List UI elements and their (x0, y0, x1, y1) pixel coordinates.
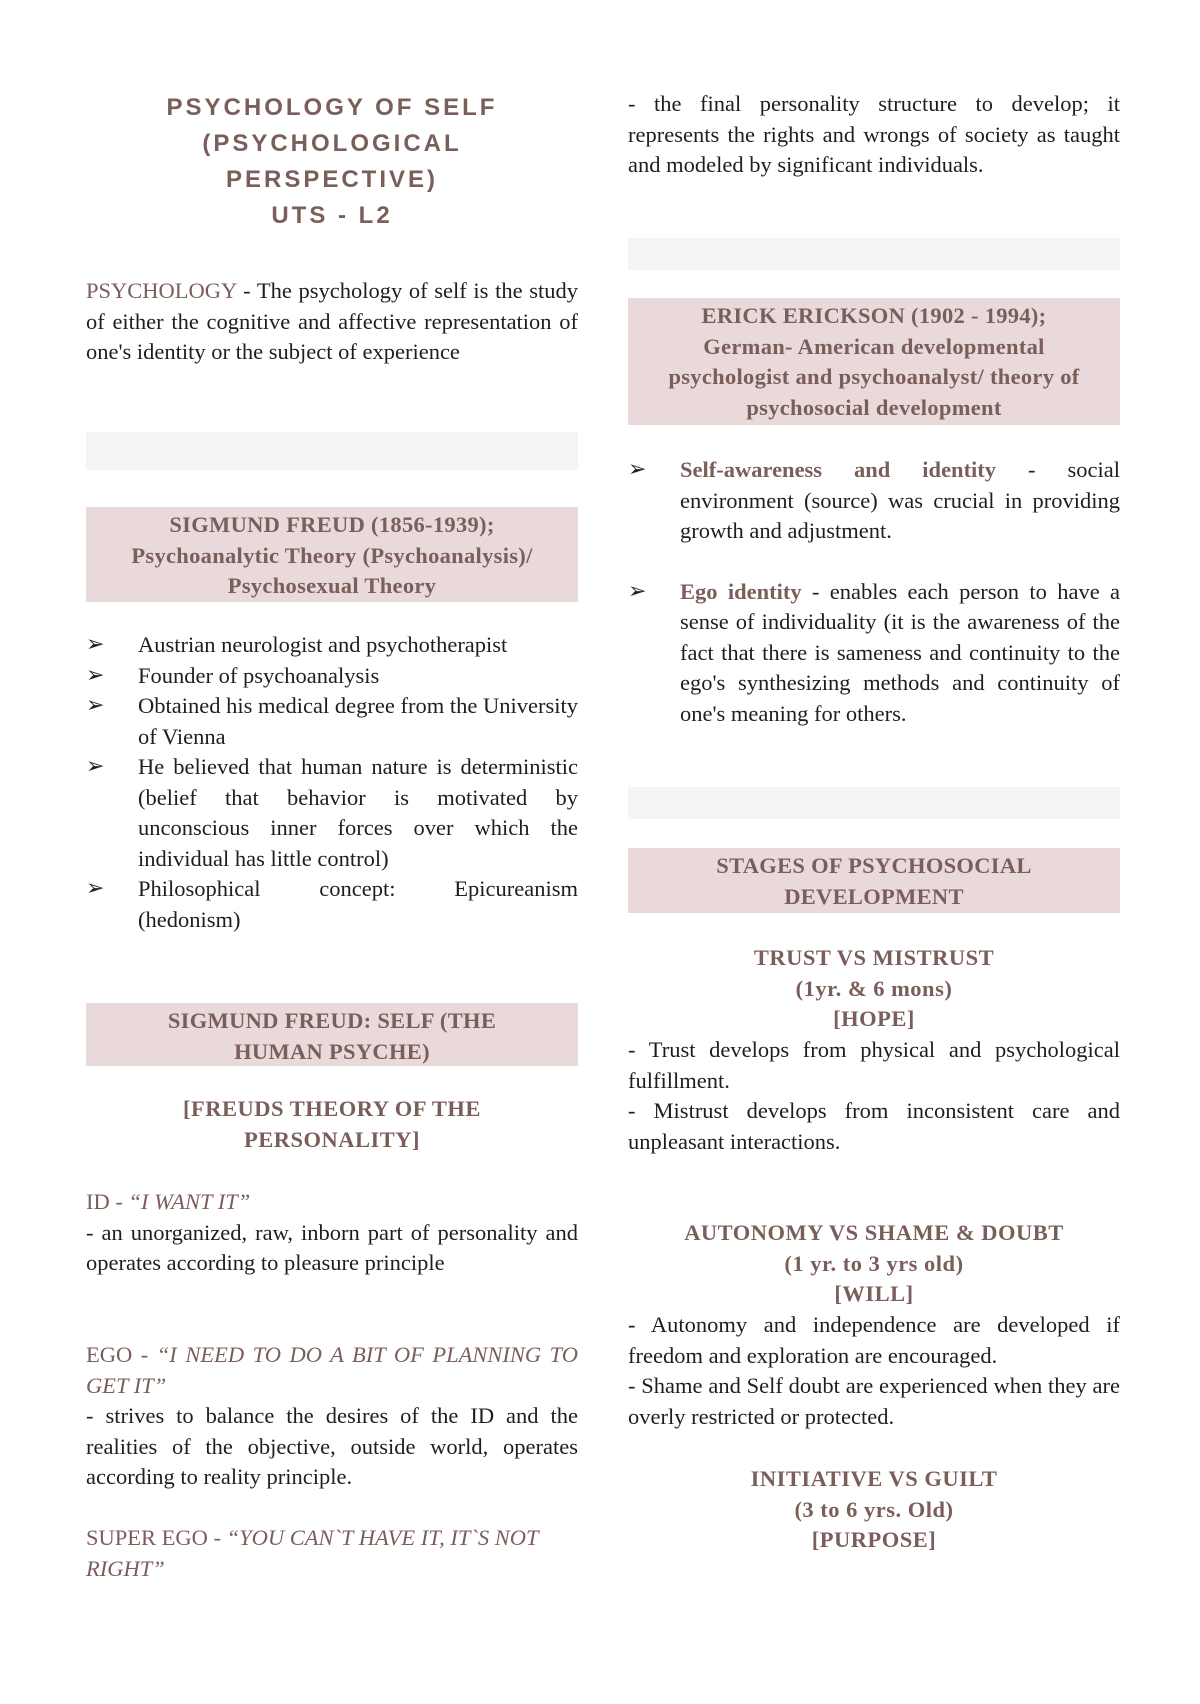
stage-age: (1yr. & 6 mons) (795, 975, 953, 1001)
id-section (86, 1187, 578, 1279)
freud-header-line: Psychoanalytic Theory (Psychoanalysis)/ (131, 542, 533, 568)
superego-text: - the final personality structure to develop; it represents the rights and wrongs of society as taught and modeled by significant individuals. (628, 91, 1120, 177)
list-item: ➢ Self-awareness and identity - social environment (source) was crucial in providing growth and adjustment. (628, 457, 1120, 543)
erikson-header-line: ERICK ERICKSON (1902 - 1994); (701, 303, 1047, 328)
superego-label: SUPER EGO - (86, 1525, 227, 1550)
freud-header-line: SIGMUND FREUD (1856-1939); (169, 512, 495, 537)
erikson-header-line: psychosocial development (746, 394, 1002, 420)
stage-heading (628, 943, 1120, 1035)
self-header (86, 1003, 578, 1066)
ego-heading (86, 1340, 578, 1401)
stage-name: INITIATIVE VS GUILT (750, 1466, 998, 1491)
list-item: ➢ Philosophical concept: Epicureanism (hedonism) (86, 876, 578, 932)
title-line: (PSYCHOLOGICAL (202, 130, 462, 157)
stage-name: TRUST VS MISTRUST (753, 945, 995, 970)
stage-virtue: [WILL] (834, 1281, 914, 1306)
erikson-header-line: psychologist and psychoanalyst/ theory of (668, 364, 1080, 389)
arrow-bullet-icon: ➢ (86, 754, 105, 779)
title-line: UTS - L2 (271, 202, 393, 229)
page-title (86, 90, 578, 234)
freud-bullet-list (86, 630, 578, 935)
stages-header-line: STAGES OF PSYCHOSOCIAL (716, 853, 1032, 878)
ego-label: EGO - (86, 1342, 157, 1367)
erikson-bullet-list (628, 455, 1120, 729)
stage-line: - Shame and Self doubt are experienced when they are overly restricted or protected. (628, 1373, 1120, 1429)
stage-age: (3 to 6 yrs. Old) (794, 1496, 954, 1522)
title-line: PERSPECTIVE) (225, 166, 439, 193)
psychology-definition (86, 276, 578, 368)
spacer-bar (628, 238, 1120, 270)
stages-header (628, 848, 1120, 913)
self-header-line: HUMAN PSYCHE) (234, 1038, 430, 1064)
title-line: PSYCHOLOGY OF SELF (166, 94, 498, 121)
arrow-bullet-icon: ➢ (628, 457, 647, 482)
superego-heading-block (86, 1523, 578, 1584)
stage-virtue: [HOPE] (833, 1006, 915, 1031)
ego-quote: “I NEED TO DO A BIT OF PLANNING TO GET IT” (86, 1342, 579, 1398)
superego-heading (86, 1523, 578, 1584)
stage-description (628, 1035, 1120, 1157)
personality-heading-line: [FREUDS THEORY OF THE (183, 1096, 481, 1121)
personality-heading-line: PERSONALITY] (243, 1126, 421, 1152)
freud-header-line: Psychosexual Theory (227, 573, 437, 598)
id-quote: “I WANT IT” (128, 1189, 251, 1214)
stage-line: - Trust develops from physical and psychological fulfillment. (628, 1037, 1120, 1093)
list-item: ➢ Obtained his medical degree from the University of Vienna (86, 693, 578, 749)
stages-header-line: DEVELOPMENT (784, 883, 964, 909)
personality-heading (86, 1094, 578, 1155)
stage-virtue: [PURPOSE] (811, 1527, 937, 1552)
id-text: - an unorganized, raw, inborn part of personality and operates according to pleasure principle (86, 1219, 578, 1275)
id-label: ID - (86, 1189, 129, 1214)
arrow-bullet-icon: ➢ (86, 632, 105, 657)
stage-heading (628, 1464, 1120, 1556)
psychology-text: - The psychology of self is the study of either the cognitive and affective representation of one's identity or the subject of experience (86, 278, 578, 364)
arrow-bullet-icon: ➢ (86, 876, 105, 901)
list-item: ➢ Ego identity - enables each person to have a sense of individuality (it is the awareness of the fact that there is sameness and continuity to the ego's synthesizing methods and continuity of one's meaning for others. (628, 578, 1120, 726)
list-item: ➢ He believed that human nature is deterministic (belief that behavior is motivated by unconscious inner forces over which the individual has little control) (86, 754, 578, 871)
arrow-bullet-icon: ➢ (86, 693, 105, 718)
list-item: ➢ Austrian neurologist and psychotherapist (86, 630, 578, 661)
spacer-bar (86, 432, 578, 470)
stage-heading (628, 1218, 1120, 1310)
stage-age: (1 yr. to 3 yrs old) (784, 1250, 964, 1276)
id-heading (86, 1187, 578, 1218)
freud-header (86, 507, 578, 602)
spacer-bar (628, 787, 1120, 819)
stage-line: - Mistrust develops from inconsistent care and unpleasant interactions. (628, 1098, 1120, 1154)
self-header-line: SIGMUND FREUD: SELF (THE (167, 1008, 497, 1033)
stage-name: AUTONOMY VS SHAME & DOUBT (684, 1220, 1064, 1245)
ego-section (86, 1340, 578, 1493)
erikson-header (628, 298, 1120, 425)
list-item: ➢ Founder of psychoanalysis (86, 661, 578, 692)
ego-text: - strives to balance the desires of the ID and the realities of the objective, outside world, operates according to reality principle. (86, 1403, 578, 1489)
arrow-bullet-icon: ➢ (86, 662, 105, 688)
psychology-label: PSYCHOLOGY (86, 278, 237, 303)
erikson-header-line: German- American developmental (703, 333, 1045, 359)
arrow-bullet-icon: ➢ (628, 578, 647, 604)
stage-description (628, 1310, 1120, 1432)
superego-quote: “YOU CAN`T HAVE IT, IT`S NOT RIGHT” (86, 1525, 539, 1581)
stage-line: - Autonomy and independence are developed if freedom and exploration are encouraged. (628, 1312, 1120, 1368)
